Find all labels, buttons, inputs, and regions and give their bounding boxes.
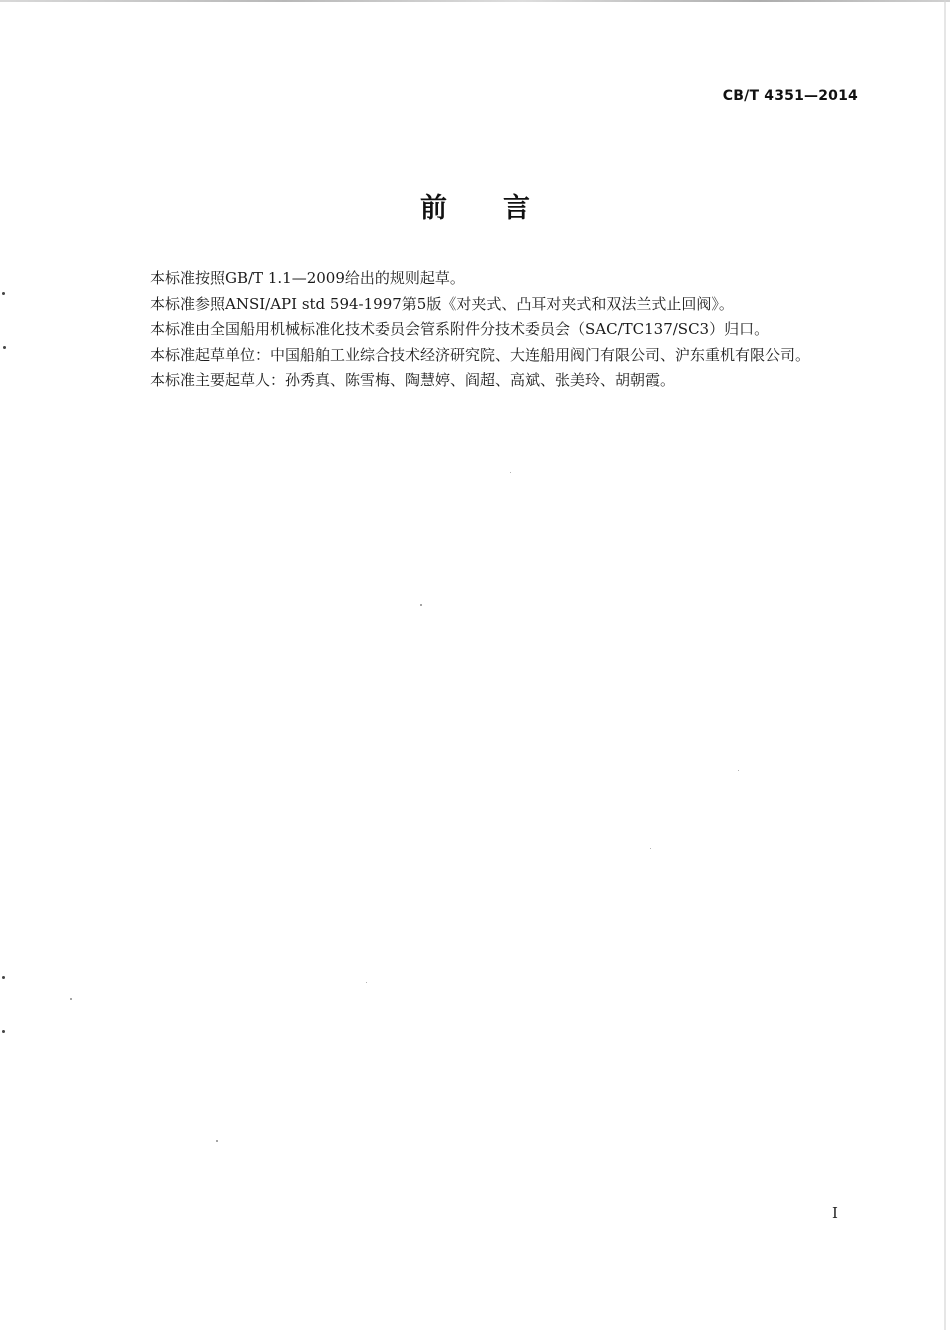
paragraph-reference-standard: 本标准参照ANSI/API std 594-1997第5版《对夹式、凸耳对夹式和双法兰式止回阀》。	[150, 294, 734, 313]
paragraph-drafting-rules: 本标准按照GB/T 1.1—2009给出的规则起草。	[150, 269, 465, 287]
scan-speck	[70, 998, 72, 1000]
scan-speck	[366, 982, 367, 983]
scan-speck	[2, 976, 5, 979]
scan-speck	[420, 604, 422, 606]
scan-speck	[216, 1140, 218, 1142]
scan-speck	[738, 770, 739, 771]
paragraph-drafting-organizations: 本标准起草单位：中国船舶工业综合技术经济研究院、大连船用阀门有限公司、沪东重机有限公司。	[150, 345, 811, 364]
document-code: CB/T 4351—2014	[722, 88, 858, 104]
page-title: 前言	[420, 193, 586, 224]
scan-speck	[2, 292, 5, 295]
scan-speck	[2, 1030, 5, 1033]
preface-body	[150, 266, 910, 394]
scan-edge-top	[0, 0, 950, 2]
scan-speck	[510, 472, 511, 473]
scan-speck	[650, 848, 651, 849]
page-number: I	[832, 1204, 838, 1222]
paragraph-drafters: 本标准主要起草人：孙秀真、陈雪梅、陶慧婷、阎超、高斌、张美玲、胡朝霞。	[150, 371, 676, 389]
paragraph-administration: 本标准由全国船用机械标准化技术委员会管系附件分技术委员会（SAC/TC137/SC3）归口。	[150, 320, 770, 338]
scan-speck	[3, 346, 6, 349]
